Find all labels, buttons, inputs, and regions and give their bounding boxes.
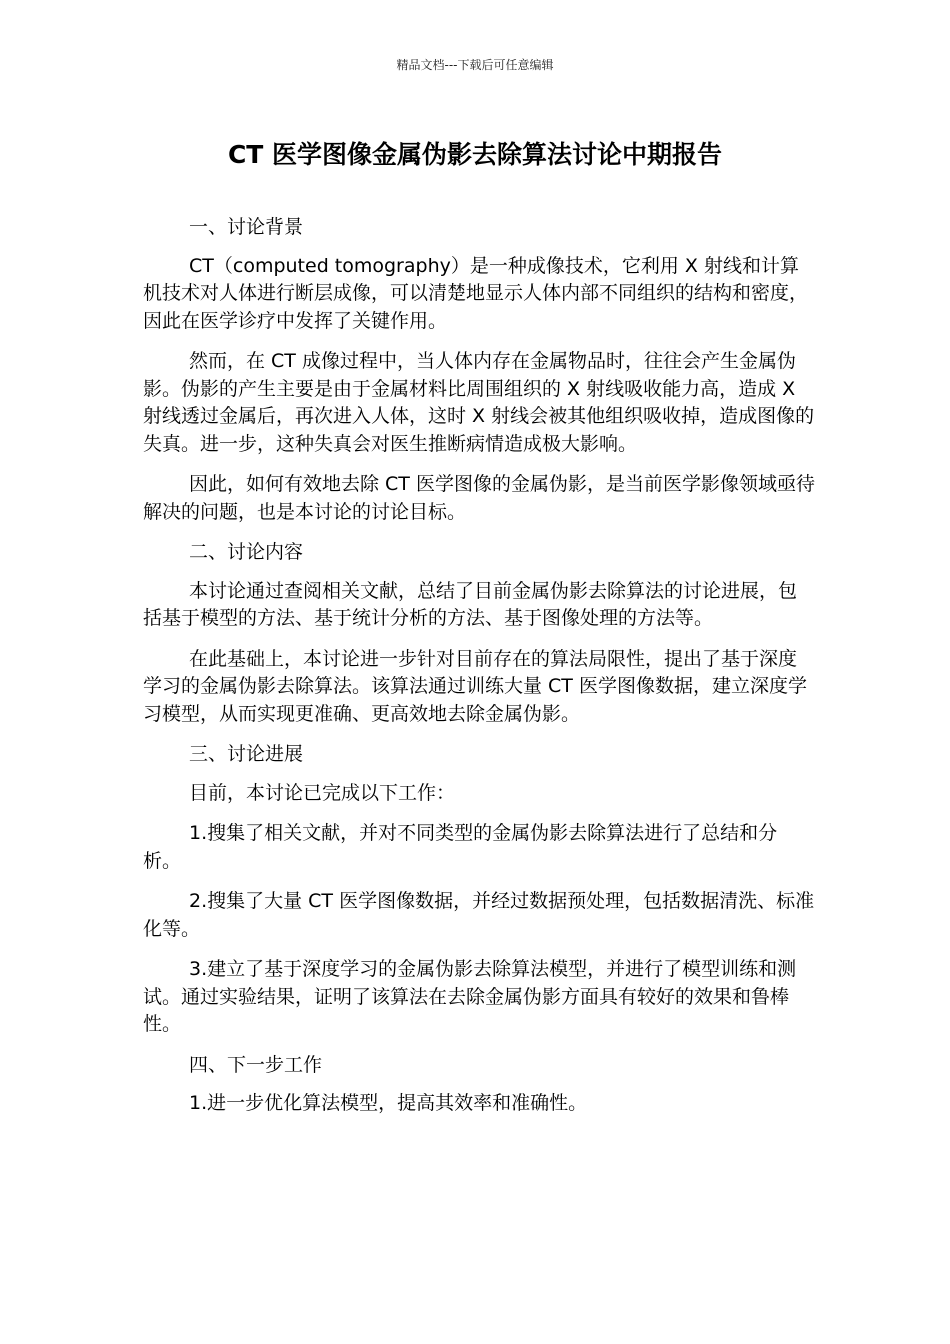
paragraph-ct-intro: CT（computed tomography）是一种成像技术，它利用 X 射线和计算机技术对人体进行断层成像，可以清楚地显示人体内部不同组织的结构和密度，因此在医学诊疗中发挥了关键作用。 xyxy=(143,254,809,332)
paragraph-progress-intro: 目前，本讨论已完成以下工作： xyxy=(189,781,456,804)
list-item-progress-3: 3.建立了基于深度学习的金属伪影去除算法模型，并进行了模型训练和测试。通过实验结果，证明了该算法在去除金属伪影方面具有较好的效果和鲁棒性。 xyxy=(143,958,797,1035)
section-heading-next-steps: 四、下一步工作 xyxy=(189,1053,323,1076)
list-item-next-1: 1.进一步优化算法模型，提高其效率和准确性。 xyxy=(189,1092,588,1114)
document-body xyxy=(143,214,815,1131)
list-item-progress-2: 2.搜集了大量 CT 医学图像数据，并经过数据预处理，包括数据清洗、标准化等。 xyxy=(143,890,815,940)
list-item-progress-1: 1.搜集了相关文献，并对不同类型的金属伪影去除算法进行了总结和分析。 xyxy=(143,822,778,872)
header-note: 精品文档---下载后可任意编辑 xyxy=(396,58,554,72)
paragraph-literature-review: 本讨论通过查阅相关文献，总结了目前金属伪影去除算法的讨论进展，包括基于模型的方法、基于统计分析的方法、基于图像处理的方法等。 xyxy=(143,579,798,629)
section-heading-content: 二、讨论内容 xyxy=(189,541,304,563)
section-heading-background: 一、讨论背景 xyxy=(189,216,304,238)
document-title: CT 医学图像金属伪影去除算法讨论中期报告 xyxy=(227,140,723,169)
paragraph-research-goal: 因此，如何有效地去除 CT 医学图像的金属伪影，是当前医学影像领域亟待解决的问题，也是本讨论的讨论目标。 xyxy=(143,473,815,523)
paragraph-deep-learning-method: 在此基础上，本讨论进一步针对目前存在的算法局限性，提出了基于深度学习的金属伪影去除算法。该算法通过训练大量 CT 医学图像数据，建立深度学习模型，从而实现更准确、更高效地去除金属伪影。 xyxy=(143,647,807,725)
section-heading-progress: 三、讨论进展 xyxy=(189,743,304,765)
paragraph-metal-artifact: 然而，在 CT 成像过程中，当人体内存在金属物品时，往往会产生金属伪影。伪影的产生主要是由于金属材料比周围组织的 X 射线吸收能力高，造成 X 射线透过金属后，再次进入人体，这时 X 射线会被其他组织吸收掉，造成图像的失真。进一步，这种失真会对医生推断病情造成极大影响。 xyxy=(143,350,815,455)
